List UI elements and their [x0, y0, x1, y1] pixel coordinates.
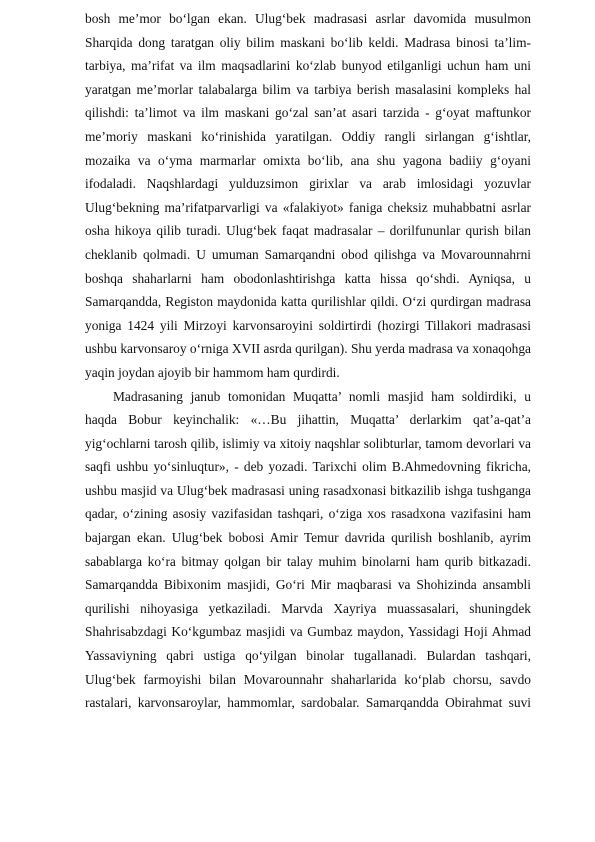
paragraph-1	[85, 7, 531, 385]
text-line: sabablarga ko‘ra bitmay qolgan bir talay muhim binolarni ham qurib bitkazadi.	[85, 553, 531, 569]
text-line: Ulug‘bekning ma’rifatparvarligi va «falakiyot» faniga cheksiz muhabbatni asrlar	[85, 199, 531, 215]
text-line: Samarqandda Bibixonim masjidi, Go‘ri Mir maqbarasi va Shohizinda ansambli	[85, 577, 531, 593]
text-line: bajargan ekan. Ulug‘bek bobosi Amir Temur davrida qurilish boshlanib, ayrim	[85, 530, 531, 546]
text-line: osha hikoya qilib turadi. Ulug‘bek faqat madrasalar – dorilfununlar qurish bilan	[85, 223, 531, 239]
text-line: saqfi ushbu yo‘sinluqtur», - deb yozadi. Tarixchi olim B.Ahmedovning fikricha,	[85, 459, 531, 475]
text-line: Sharqida dong taratgan oliy bilim maskani bo‘lib keldi. Madrasa binosi ta’lim-	[85, 34, 531, 50]
paragraph-text	[85, 385, 531, 715]
text-line: haqda Bobur keyinchalik: «…Bu jihattin, Muqatta’ derlarkim qat’a-qat’a	[85, 412, 531, 428]
text-line: ushbu karvonsaroy o‘rniga XVII asrda qurilgan). Shu yerda madrasa va xonaqohga	[85, 341, 531, 357]
text-line: ifodaladi. Naqshlardagi yulduzsimon girixlar va arab imlosidagi yozuvlar	[85, 176, 531, 192]
text-line: yaratgan me’morlar talabalarga bilim va tarbiya berish masalasini kompleks hal	[85, 81, 531, 97]
text-line: Yassaviyning qabri ustiga qo‘yilgan binolar tugallanadi. Bulardan tashqari,	[85, 648, 531, 664]
document-page	[85, 7, 531, 715]
text-line: Shahrisabzdagi Ko‘kgumbaz masjidi va Gumbaz maydon, Yassidagi Hoji Ahmad	[85, 624, 531, 640]
text-line: Samarqandda, Registon maydonida katta qurilishlar qildi. O‘zi qurdirgan madrasa	[85, 294, 531, 310]
text-line: tarbiya, ma’rifat va ilm maqsadlarini ko‘zlab bunyod etilganligi uchun ham uni	[85, 58, 531, 74]
text-line: qurilishi nihoyasiga yetkaziladi. Marvda Xayriya muassasalari, shuningdek	[85, 600, 531, 616]
text-line: qilishdi: ta’limot va ilm maskani go‘zal san’at asari tarzida - g‘oyat maftunkor	[85, 105, 531, 121]
text-line: ushbu masjid va Ulug‘bek madrasasi uning rasadxonasi bitkazilib ishga tushganga	[85, 482, 531, 498]
text-line: yaqin joydan ajoyib bir hammom ham qurdirdi.	[85, 364, 340, 380]
text-line: mozaika va o‘yma marmarlar omixta bo‘lib, ana shu yagona badiiy g‘oyani	[85, 152, 531, 168]
text-line: boshqa shaharlarni ham obodonlashtirishga katta hissa qo‘shdi. Ayniqsa, u	[85, 270, 531, 286]
text-line: yoniga 1424 yili Mirzoyi karvonsaroyini soldirtirdi (hozirgi Tillakori madrasasi	[85, 317, 531, 333]
text-line: rastalari, karvonsaroylar, hammomlar, sardobalar. Samarqandda Obirahmat suvi	[85, 695, 531, 711]
paragraph-text	[85, 7, 531, 385]
text-line: qadar, o‘zining asosiy vazifasidan tashqari, o‘ziga xos rasadxona vazifasini ham	[85, 506, 531, 522]
text-line: Madrasaning janub tomonidan Muqatta’ nomli masjid ham soldirdiki, u	[113, 388, 531, 404]
text-line: cheklanib qolmadi. U umuman Samarqandni obod qilishga va Movarounnahrni	[85, 246, 531, 262]
text-line: me’moriy maskani ko‘rinishida yaratilgan. Oddiy rangli sirlangan g‘ishtlar,	[85, 128, 531, 144]
text-line: Ulug‘bek farmoyishi bilan Movarounnahr shaharlarida ko‘plab chorsu, savdo	[85, 671, 531, 687]
text-line: bosh me’mor bo‘lgan ekan. Ulug‘bek madrasasi asrlar davomida musulmon	[85, 11, 531, 26]
paragraph-2	[85, 385, 531, 715]
text-line: yig‘ochlarni tarosh qilib, islimiy va xitoiy naqshlar solibturlar, tamom devorlari va	[85, 435, 531, 451]
